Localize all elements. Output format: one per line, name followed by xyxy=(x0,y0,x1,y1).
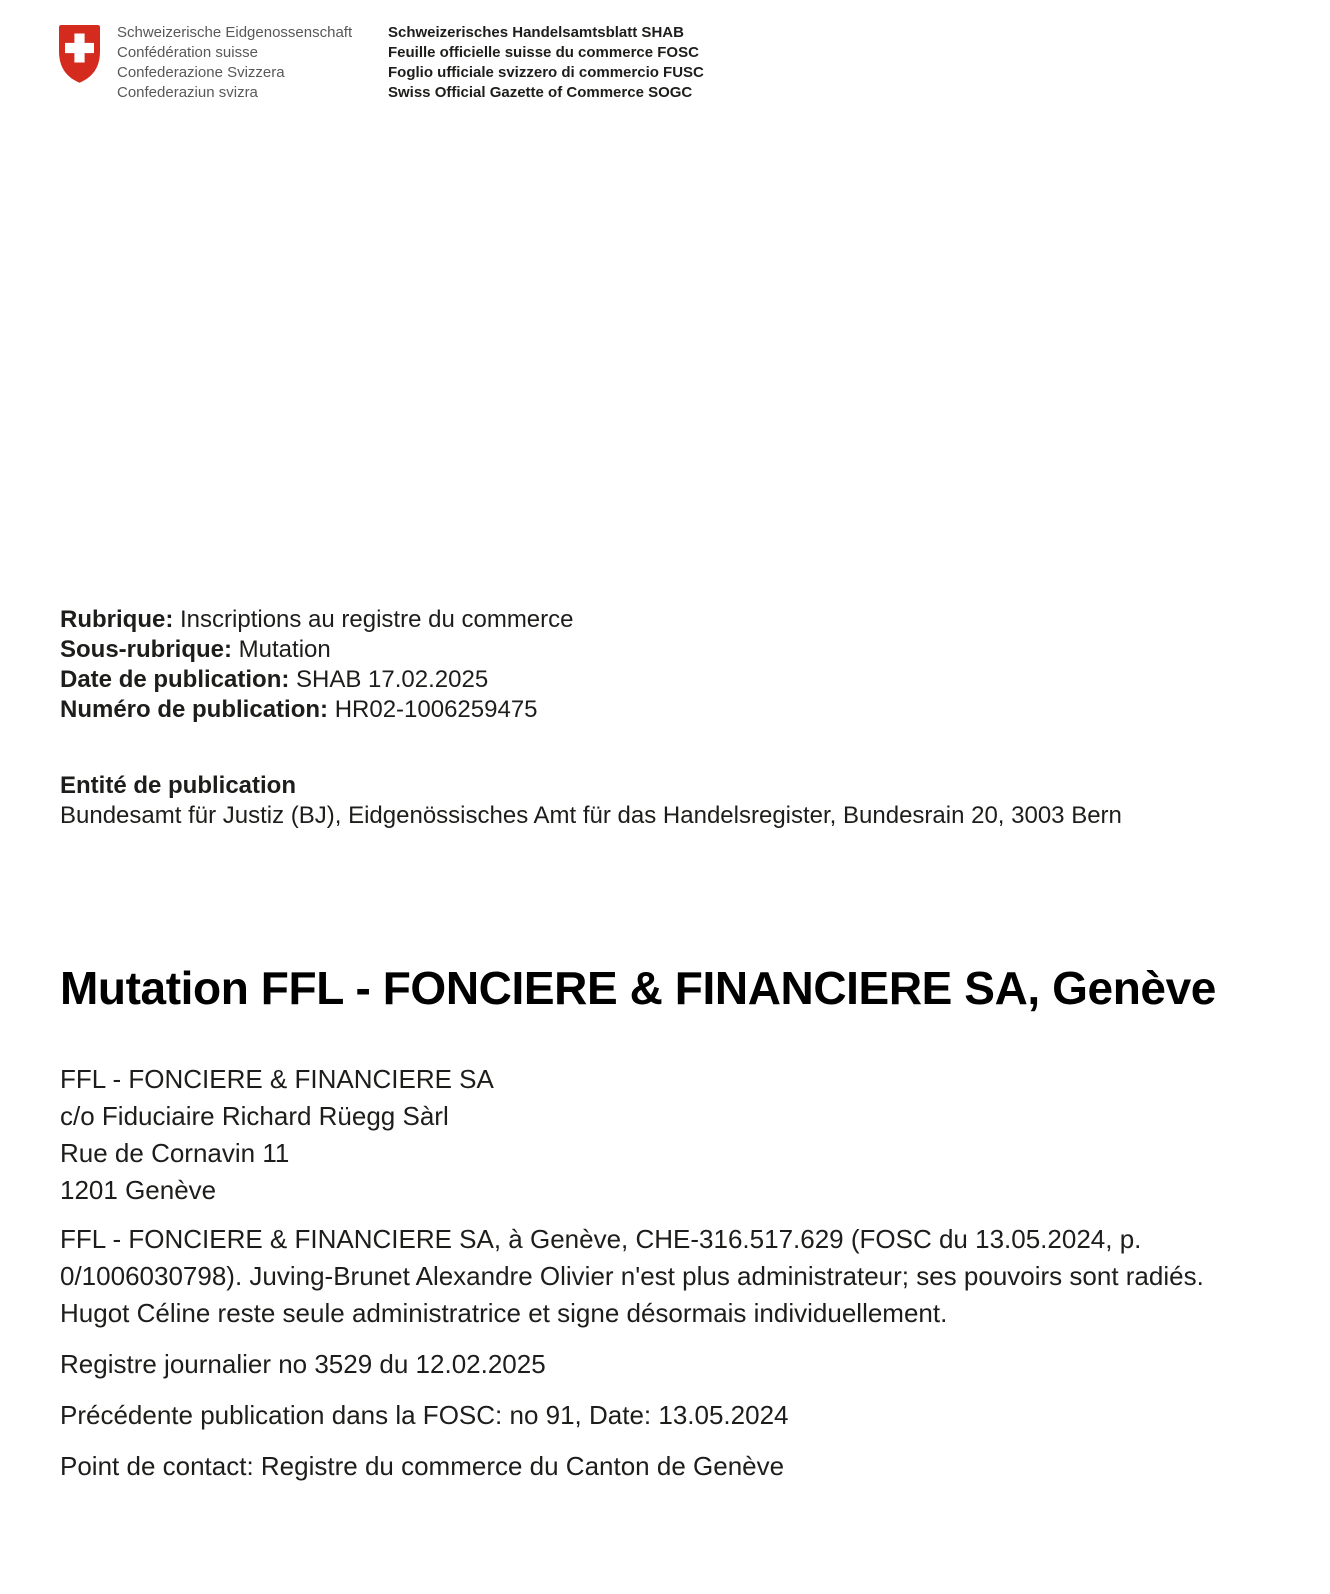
swiss-coat-of-arms-icon xyxy=(57,25,102,83)
meta-value: HR02-1006259475 xyxy=(334,696,538,723)
gazette-title-line: Feuille officielle suisse du commerce FOSC xyxy=(388,44,699,61)
gazette-title-line: Foglio ufficiale svizzero di commercio FUSC xyxy=(388,64,704,81)
company-address-line: FFL - FONCIERE & FINANCIERE SA xyxy=(60,1064,494,1094)
meta-label: Numéro de publication: xyxy=(60,696,329,723)
meta-label: Date de publication: xyxy=(60,666,290,693)
gazette-title-line: Schweizerisches Handelsamtsblatt SHAB xyxy=(388,24,684,41)
meta-row-date-publication xyxy=(60,665,1270,695)
confederation-wordmark-line: Confederaziun svizra xyxy=(117,84,258,101)
page-title: Mutation FFL - FONCIERE & FINANCIERE SA, Genève xyxy=(60,962,1216,1014)
meta-row-sous-rubrique xyxy=(60,635,1270,665)
confederation-wordmark-line: Confédération suisse xyxy=(117,44,258,61)
company-address-line: 1201 Genève xyxy=(60,1175,217,1205)
meta-label: Sous-rubrique: xyxy=(60,636,232,663)
publication-entity-heading: Entité de publication xyxy=(60,772,297,799)
gazette-title-line: Swiss Official Gazette of Commerce SOGC xyxy=(388,84,693,101)
publication-entity xyxy=(60,771,1270,831)
meta-value: Mutation xyxy=(238,636,331,663)
company-address xyxy=(60,1061,1270,1209)
previous-publication-line: Précédente publication dans la FOSC: no 91, Date: 13.05.2024 xyxy=(60,1400,789,1430)
company-address-line: Rue de Cornavin 11 xyxy=(60,1138,290,1168)
contact-line: Point de contact: Registre du commerce du Canton de Genève xyxy=(60,1451,785,1481)
publication-content xyxy=(60,605,1270,1485)
publication-meta xyxy=(60,605,1270,725)
meta-value: Inscriptions au registre du commerce xyxy=(180,606,574,633)
meta-label: Rubrique: xyxy=(60,606,174,633)
gazette-title-block xyxy=(388,23,704,103)
publication-entity-value: Bundesamt für Justiz (BJ), Eidgenössisches Amt für das Handelsregister, Bundesrain 20, 3003 Bern xyxy=(60,802,1122,829)
mutation-paragraph: FFL - FONCIERE & FINANCIERE SA, à Genève, CHE-316.517.629 (FOSC du 13.05.2024, p. 0/1006030798). Juving-Brunet Alexandre Olivier n'est plus administrateur; ses pouvoirs sont radiés. Hugot Céline reste seule administratrice et signe désormais individuellement. xyxy=(60,1224,1204,1328)
meta-value: SHAB 17.02.2025 xyxy=(296,666,489,693)
confederation-wordmark xyxy=(117,23,352,103)
confederation-wordmark-line: Confederazione Svizzera xyxy=(117,64,285,81)
confederation-wordmark-line: Schweizerische Eidgenossenschaft xyxy=(117,24,353,41)
journal-register-line: Registre journalier no 3529 du 12.02.2025 xyxy=(60,1349,546,1379)
meta-row-numero-publication xyxy=(60,695,1270,725)
meta-row-rubrique xyxy=(60,605,1270,635)
company-address-line: c/o Fiduciaire Richard Rüegg Sàrl xyxy=(60,1101,449,1131)
